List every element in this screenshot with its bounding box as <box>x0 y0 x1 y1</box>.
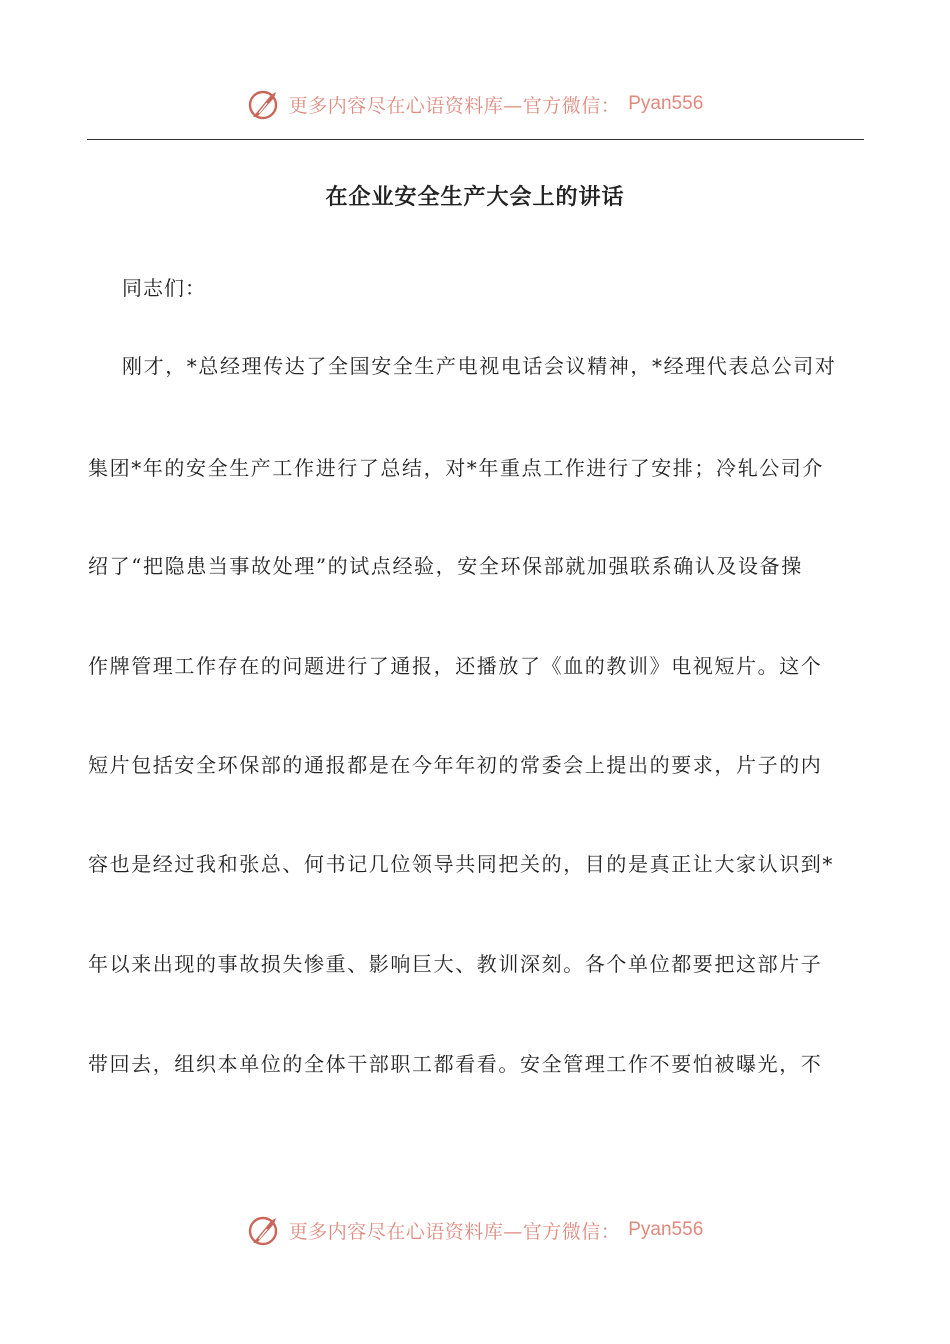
body-line: 短片包括安全环保部的通报都是在今年年初的常委会上提出的要求，片子的内 <box>88 753 823 777</box>
body-line: 年以来出现的事故损失惨重、影响巨大、教训深刻。各个单位都要把这部片子 <box>88 952 823 976</box>
header-watermark <box>0 84 950 124</box>
header-rule <box>87 139 864 140</box>
watermark-text: 更多内容尽在心语资料库—官方微信： <box>288 94 621 117</box>
pen-circle-icon <box>247 1213 281 1247</box>
pen-circle-icon <box>247 87 281 121</box>
salutation: 同志们： <box>122 276 206 300</box>
watermark-wechat-id: Pyan556 <box>628 93 704 114</box>
document-title: 在企业安全生产大会上的讲话 <box>325 185 625 210</box>
body-line: 集团*年的安全生产工作进行了总结，对*年重点工作进行了安排；冷轧公司介 <box>88 456 824 480</box>
watermark-text: 更多内容尽在心语资料库—官方微信： <box>288 1220 621 1243</box>
body-line: 作牌管理工作存在的问题进行了通报，还播放了《血的教训》电视短片。这个 <box>88 654 823 678</box>
body-line: 容也是经过我和张总、何书记几位领导共同把关的，目的是真正让大家认识到* <box>88 852 834 876</box>
watermark-wechat-id: Pyan556 <box>628 1219 704 1240</box>
body-line: 刚才，*总经理传达了全国安全生产电视电话会议精神，*经理代表总公司对 <box>122 354 837 378</box>
body-line: 带回去，组织本单位的全体干部职工都看看。安全管理工作不要怕被曝光，不 <box>88 1052 823 1076</box>
body-line: 绍了“把隐患当事故处理”的试点经验，安全环保部就加强联系确认及设备操 <box>88 554 803 578</box>
footer-watermark <box>0 1210 950 1250</box>
